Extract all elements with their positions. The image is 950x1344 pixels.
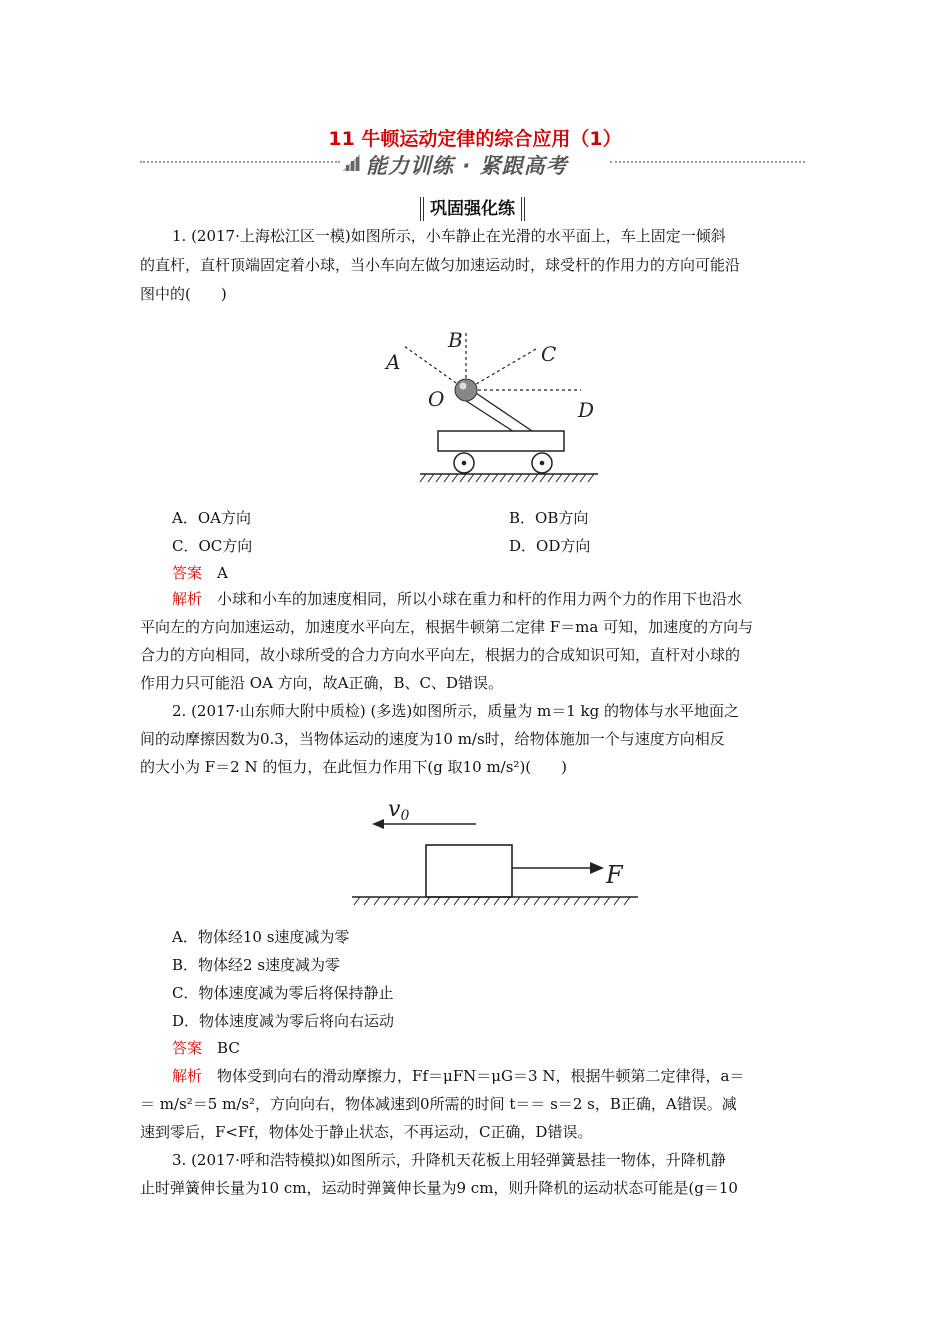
q2-line-2: 间的动摩擦因数为0.3，当物体运动的速度为10 m/s时，给物体施加一个与速度方向相反	[140, 730, 725, 748]
q2-line-3: 的大小为 F＝2 N 的恒力，在此恒力作用下(g 取10 m/s²)( )	[140, 758, 568, 776]
q1-line-3: 图中的( )	[140, 285, 227, 303]
q1-analysis-line-3: 合力的方向相同，故小球所受的合力方向水平向左，根据力的合成知识可知，直杆对小球的	[140, 646, 741, 664]
banner-text: 能力训练 · 紧跟高考	[366, 154, 568, 178]
q2-option-a: A．物体经10 s速度减为零	[172, 928, 350, 946]
label-v-sub: 0	[400, 808, 410, 824]
label-o: O	[428, 387, 445, 411]
q1-answer	[172, 563, 842, 583]
label-b: B	[448, 328, 463, 352]
banner-divider-left	[140, 161, 340, 163]
banner-divider-right	[610, 161, 805, 163]
q2-analysis-line-1	[172, 1066, 842, 1086]
q1-option-b: B．OB方向	[509, 509, 589, 527]
bar-chart-icon	[340, 152, 362, 172]
analysis-label: 解析	[172, 590, 203, 608]
answer-label: 答案	[172, 564, 203, 582]
analysis-label-2: 解析	[172, 1067, 203, 1085]
q1-analysis-line-2: 平向左的方向加速运动，加速度水平向左，根据牛顿第二定律 F＝ma 可知，加速度的方向与	[140, 618, 754, 636]
q2-answer-value: BC	[217, 1039, 240, 1057]
q3-line-2: 止时弹簧伸长量为10 cm，运动时弹簧伸长量为9 cm，则升降机的运动状态可能是(g＝10	[140, 1179, 738, 1197]
page-title: 11 牛顿运动定律的综合应用（1）	[328, 128, 622, 150]
label-v: v	[388, 797, 401, 822]
q1-analysis-text-1: 小球和小车的加速度相同，所以小球在重力和杆的作用力两个力的作用下也沿水	[217, 590, 743, 608]
label-c: C	[541, 342, 557, 366]
q1-analysis-line-1	[172, 589, 842, 609]
section-heading: 巩固强化练	[420, 197, 525, 221]
label-a: A	[386, 350, 401, 374]
q1-line-1: 1. (2017·上海松江区一模)如图所示，小车静止在光滑的水平面上，车上固定一倾斜	[172, 227, 726, 245]
q2-analysis-line-3: 速到零后，F<Ff，物体处于静止状态，不再运动，C正确，D错误。	[140, 1123, 593, 1141]
label-d: D	[578, 398, 595, 422]
q2-option-b: B．物体经2 s速度减为零	[172, 956, 341, 974]
q3-line-1: 3. (2017·呼和浩特模拟)如图所示，升降机天花板上用轻弹簧悬挂一物体，升降机静	[172, 1151, 726, 1169]
answer-label-2: 答案	[172, 1039, 203, 1057]
label-f: F	[606, 861, 623, 889]
q1-option-c: C．OC方向	[172, 537, 253, 555]
q2-answer	[172, 1038, 842, 1058]
q1-option-d: D．OD方向	[509, 537, 591, 555]
q2-analysis-text-1: 物体受到向右的滑动摩擦力，Ff＝μFN＝μG＝3 N，根据牛顿第二定律得，a＝	[217, 1067, 745, 1085]
svg-text:v0	[388, 797, 409, 824]
q1-analysis-line-4: 作用力只可能沿 OA 方向，故A正确，B、C、D错误。	[140, 674, 504, 692]
q1-option-a: A．OA方向	[172, 509, 251, 527]
q1-answer-value: A	[217, 564, 228, 582]
q2-option-d: D．物体速度减为零后将向右运动	[172, 1012, 395, 1030]
q2-block-figure	[348, 787, 646, 914]
q2-line-1: 2. (2017·山东师大附中质检) (多选)如图所示，质量为 m＝1 kg 的物体与水平地面之	[172, 702, 739, 720]
q2-analysis-line-2: ＝ m/s²＝5 m/s²，方向向右，物体减速到0所需的时间 t＝＝ s＝2 s，B正确，A错误。减	[140, 1095, 737, 1113]
q1-cart-figure	[376, 313, 608, 501]
q2-option-c: C．物体速度减为零后将保持静止	[172, 984, 394, 1002]
banner	[140, 150, 805, 176]
q1-line-2: 的直杆，直杆顶端固定着小球，当小车向左做匀加速运动时，球受杆的作用力的方向可能沿	[140, 256, 741, 274]
